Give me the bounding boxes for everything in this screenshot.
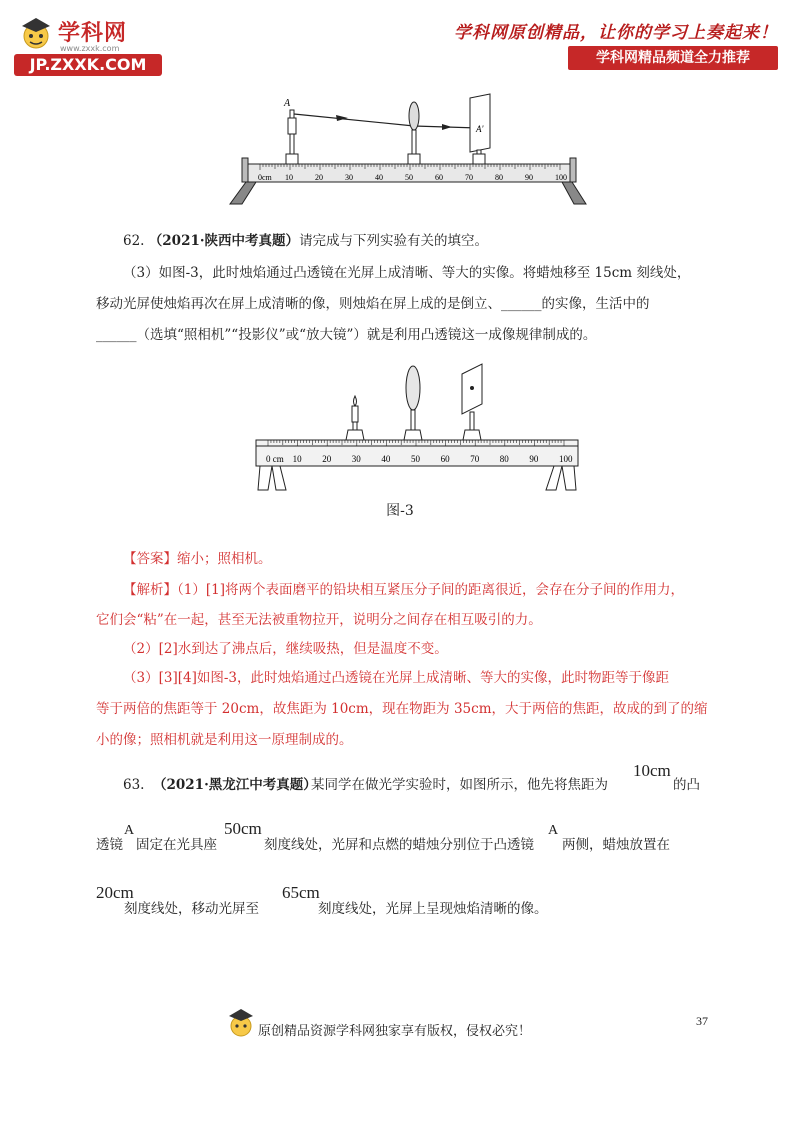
figure-3-optical-bench: [250, 362, 584, 492]
ruler-label: 40: [375, 173, 383, 182]
logo-text: 学科网: [58, 21, 128, 46]
page-number: 37: [696, 1014, 708, 1028]
question-62-line3: ______（选填“照相机”“投影仪”或“放大镜”）就是利用凸透镜这一成像规律制成的。: [96, 327, 597, 343]
ray-arrow-icon: [336, 115, 348, 121]
analysis-line5: 等于两倍的焦距等于 20cm，故焦距为 10cm，现在物距为 35cm，大于两倍的焦距，故成的到了的缩: [96, 701, 708, 717]
candle-flame: [290, 110, 294, 118]
answer: [123, 548, 272, 570]
copyright-footer: 原创精品资源学科网独家享有版权，侵权必究！: [258, 1020, 531, 1039]
question-62-line2: 移动光屏使烛焰再次在屏上成清晰的像，则烛焰在屏上成的是倒立、______的实像，生活中的: [96, 296, 650, 312]
answer-label: 【答案】: [123, 551, 177, 567]
answer-text: 缩小；照相机。: [177, 551, 272, 567]
ruler-label: 80: [499, 454, 509, 464]
light-ray-incident: [294, 114, 414, 126]
mascot-icon: [16, 14, 56, 54]
ruler-label: 30: [351, 454, 361, 464]
label-a-prime: A': [476, 124, 484, 134]
ruler-label: 20: [322, 454, 332, 464]
convex-lens: [406, 366, 420, 410]
ruler-label: 0cm: [258, 173, 272, 182]
ruler-label: 60: [440, 454, 450, 464]
ruler-label: 90: [529, 454, 539, 464]
header-banner[interactable]: 学科网精品频道全力推荐: [568, 46, 778, 70]
ruler-label: 20: [315, 173, 323, 182]
ruler-label: 100: [559, 454, 573, 464]
ruler-label: 30: [345, 173, 353, 182]
figure-optical-bench-ray: [228, 92, 590, 214]
ruler-label: 0 cm: [266, 454, 284, 464]
question-number: 62.: [123, 233, 145, 249]
ray-arrow-icon: [442, 124, 452, 130]
header-slogan: 学科网原创精品，让你的学习上奏起来！: [454, 23, 778, 43]
convex-lens: [409, 102, 419, 130]
question-63-line3: 20cm 刻度线处，移动光屏至 65cm 刻度线处，光屏上呈现烛焰清晰的像。: [96, 883, 548, 917]
ruler-label: 70: [470, 454, 480, 464]
ruler-label: 50: [405, 173, 413, 182]
ruler-label: 40: [381, 454, 391, 464]
candle-body: [288, 118, 296, 134]
question-62-header: [123, 230, 488, 252]
analysis-line6: 小的像；照相机就是利用这一原理制成的。: [96, 732, 353, 748]
ruler-label: 70: [465, 173, 473, 182]
question-62-line1: （3）如图-3，此时烛焰通过凸透镜在光屏上成清晰、等大的实像。将蜡烛移至 15cm 刻线处，: [123, 265, 691, 281]
analysis-label: 【解析】: [123, 582, 177, 598]
analysis-line2: 它们会“粘”在一起，甚至无法被重物拉开，说明分之间存在相互吸引的力。: [96, 612, 542, 628]
candle-body: [352, 406, 358, 422]
question-number: 63.: [123, 777, 145, 793]
analysis-line4: （3）[3][4]如图-3，此时烛焰通过凸透镜在光屏上成清晰、等大的实像，此时物距等于像距: [123, 670, 669, 686]
lens-position: 50cm: [224, 819, 262, 838]
light-screen: [470, 94, 490, 152]
figure-caption: 图-3: [386, 503, 414, 519]
logo-badge: JP.ZXXK.COM: [14, 54, 162, 76]
analysis-line3: （2）[2]水到达了沸点后，继续吸热，但是温度不变。: [123, 641, 448, 657]
question-source: （2021·陕西中考真题）: [148, 233, 300, 249]
ruler-label: 90: [525, 173, 533, 182]
ruler-label: 10: [285, 173, 293, 182]
lens-label-a: A: [548, 823, 559, 838]
ruler-label: 60: [435, 173, 443, 182]
label-a: A: [284, 98, 291, 109]
candle-flame: [354, 396, 357, 406]
question-63-line1: 63. （2021·黑龙江中考真题） 某同学在做光学实验时，如图所示，他先将焦距为 10cm 的凸: [123, 768, 723, 808]
question-source: （2021·黑龙江中考真题）: [153, 777, 317, 793]
logo-url: www.zxxk.com: [60, 44, 120, 53]
ruler-label: 10: [292, 454, 302, 464]
question-63-line2: 透镜 A 固定在光具座 50cm 刻度线处，光屏和点燃的蜡烛分别位于凸透镜 A 两侧，蜡烛放置在: [96, 819, 670, 853]
candle-position: 20cm: [96, 883, 134, 902]
screen-position: 65cm: [282, 883, 320, 902]
ruler-label: 100: [555, 173, 567, 182]
lens-label-a: A: [124, 823, 135, 838]
focal-length: 10cm: [633, 761, 671, 780]
image-spot: [470, 386, 474, 390]
ruler-label: 80: [495, 173, 503, 182]
ruler-label: 50: [411, 454, 420, 464]
site-logo[interactable]: [14, 14, 164, 74]
analysis-line1: 【解析】（1）[1]将两个表面磨平的铅块相互紧压分子间的距离很近，会存在分子间的作用力，: [123, 582, 684, 598]
mascot-icon: [226, 1006, 256, 1042]
question-intro: 请完成与下列实验有关的填空。: [299, 233, 489, 249]
